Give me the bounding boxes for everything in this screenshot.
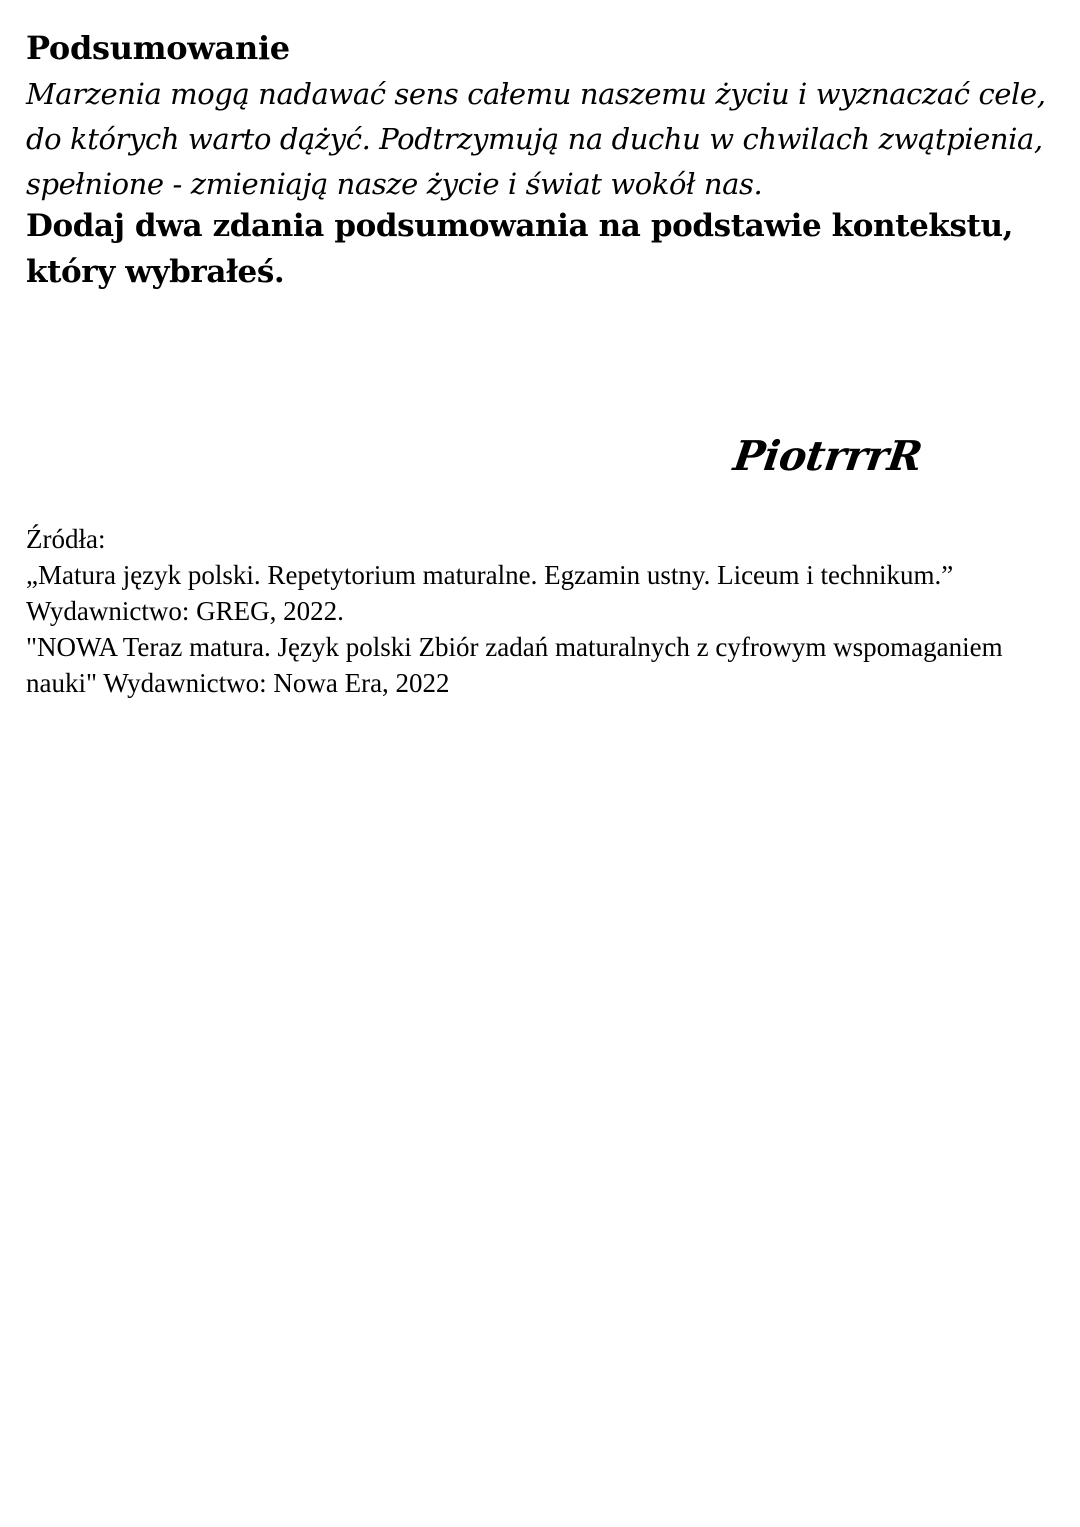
summary-instruction: Dodaj dwa zdania podsumowania na podstawie kontekstu, który wybrałeś. — [26, 208, 1013, 290]
sources-section — [26, 521, 1056, 701]
summary-heading: Podsumowanie — [26, 29, 290, 67]
summary-paragraph: Marzenia mogą nadawać sens całemu naszemu życiu i wyznaczać cele, do których warto dążyć. Podtrzymują na duchu w chwilach zwątpienia, spełnione - zmieniają nasze życie i świat wokół nas. — [26, 77, 1046, 201]
sources-label: Źródła: — [26, 524, 106, 554]
source-item: „Matura język polski. Repetytorium maturalne. Egzamin ustny. Liceum i technikum.” Wydawnictwo: GREG, 2022. — [26, 560, 954, 626]
source-item: "NOWA Teraz matura. Język polski Zbiór zadań maturalnych z cyfrowym wspomaganiem nauki" Wydawnictwo: Nowa Era, 2022 — [26, 632, 1003, 698]
author-signature: PiotrrrR — [730, 432, 925, 480]
